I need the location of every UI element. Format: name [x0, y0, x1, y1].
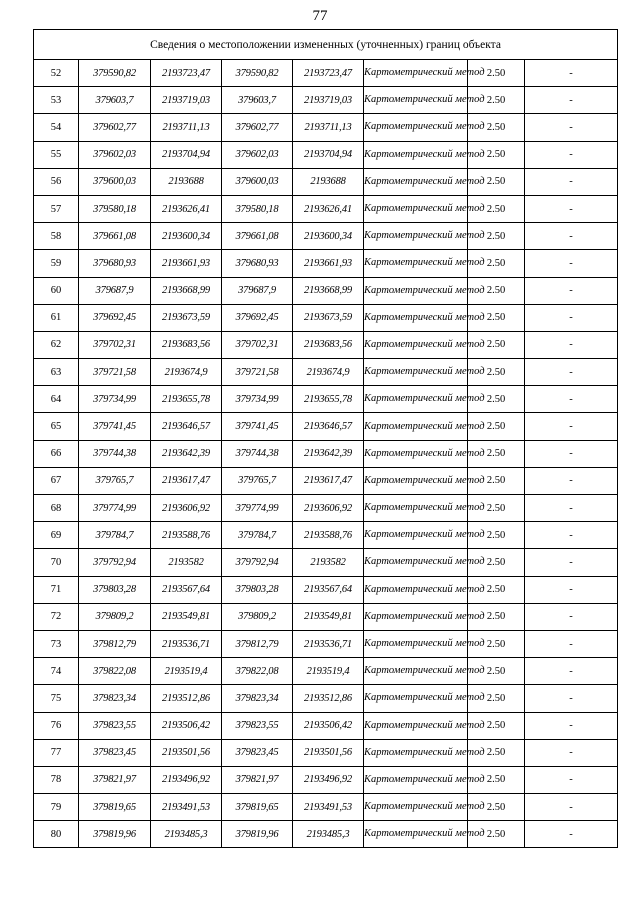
- table-row: [34, 195, 618, 222]
- x-existing-cell: 379602,03: [79, 141, 151, 168]
- x-refined-cell: 379590,82: [222, 60, 293, 87]
- y-existing-cell: 2193668,99: [151, 277, 222, 304]
- x-existing-cell: 379819,96: [79, 821, 151, 848]
- point-number-cell: 66: [34, 440, 79, 467]
- x-existing-cell: 379809,2: [79, 603, 151, 630]
- x-refined-cell: 379602,03: [222, 141, 293, 168]
- y-existing-cell: 2193626,41: [151, 195, 222, 222]
- y-refined-cell: 2193626,41: [293, 195, 364, 222]
- precision-cell: 2.50: [468, 386, 525, 413]
- x-refined-cell: 379734,99: [222, 386, 293, 413]
- precision-cell: 2.50: [468, 630, 525, 657]
- y-refined-cell: 2193549,81: [293, 603, 364, 630]
- precision-cell: 2.50: [468, 331, 525, 358]
- table-row: [34, 467, 618, 494]
- precision-cell: 2.50: [468, 304, 525, 331]
- table-title: Сведения о местоположении измененных (уточненных) границ объекта: [34, 30, 618, 60]
- y-refined-cell: 2193600,34: [293, 223, 364, 250]
- table-row: [34, 440, 618, 467]
- description-cell: -: [525, 794, 618, 821]
- y-existing-cell: 2193582: [151, 549, 222, 576]
- description-cell: -: [525, 522, 618, 549]
- table-row: [34, 658, 618, 685]
- table-title-row: [34, 30, 618, 60]
- x-existing-cell: 379792,94: [79, 549, 151, 576]
- x-existing-cell: 379784,7: [79, 522, 151, 549]
- method-cell: Картометрический метод: [364, 630, 468, 657]
- point-number-cell: 77: [34, 739, 79, 766]
- x-existing-cell: 379823,55: [79, 712, 151, 739]
- precision-cell: 2.50: [468, 576, 525, 603]
- description-cell: -: [525, 658, 618, 685]
- y-existing-cell: 2193688: [151, 168, 222, 195]
- point-number-cell: 65: [34, 413, 79, 440]
- y-refined-cell: 2193588,76: [293, 522, 364, 549]
- table-row: [34, 386, 618, 413]
- y-refined-cell: 2193655,78: [293, 386, 364, 413]
- x-existing-cell: 379602,77: [79, 114, 151, 141]
- x-existing-cell: 379774,99: [79, 495, 151, 522]
- x-existing-cell: 379687,9: [79, 277, 151, 304]
- description-cell: -: [525, 168, 618, 195]
- table-row: [34, 821, 618, 848]
- x-refined-cell: 379823,45: [222, 739, 293, 766]
- table-row: [34, 576, 618, 603]
- point-number-cell: 56: [34, 168, 79, 195]
- x-refined-cell: 379702,31: [222, 331, 293, 358]
- point-number-cell: 52: [34, 60, 79, 87]
- x-refined-cell: 379809,2: [222, 603, 293, 630]
- description-cell: -: [525, 359, 618, 386]
- method-cell: Картометрический метод: [364, 712, 468, 739]
- y-refined-cell: 2193582: [293, 549, 364, 576]
- precision-cell: 2.50: [468, 87, 525, 114]
- x-existing-cell: 379822,08: [79, 658, 151, 685]
- table-row: [34, 250, 618, 277]
- y-existing-cell: 2193485,3: [151, 821, 222, 848]
- x-refined-cell: 379819,96: [222, 821, 293, 848]
- point-number-cell: 61: [34, 304, 79, 331]
- precision-cell: 2.50: [468, 685, 525, 712]
- precision-cell: 2.50: [468, 712, 525, 739]
- y-existing-cell: 2193683,56: [151, 331, 222, 358]
- y-refined-cell: 2193683,56: [293, 331, 364, 358]
- x-existing-cell: 379692,45: [79, 304, 151, 331]
- y-existing-cell: 2193617,47: [151, 467, 222, 494]
- description-cell: -: [525, 739, 618, 766]
- y-refined-cell: 2193642,39: [293, 440, 364, 467]
- x-existing-cell: 379680,93: [79, 250, 151, 277]
- y-existing-cell: 2193673,59: [151, 304, 222, 331]
- point-number-cell: 53: [34, 87, 79, 114]
- method-cell: Картометрический метод: [364, 331, 468, 358]
- y-refined-cell: 2193536,71: [293, 630, 364, 657]
- precision-cell: 2.50: [468, 168, 525, 195]
- table-row: [34, 603, 618, 630]
- y-refined-cell: 2193723,47: [293, 60, 364, 87]
- precision-cell: 2.50: [468, 467, 525, 494]
- table-row: [34, 766, 618, 793]
- point-number-cell: 69: [34, 522, 79, 549]
- y-existing-cell: 2193588,76: [151, 522, 222, 549]
- description-cell: -: [525, 60, 618, 87]
- table-row: [34, 277, 618, 304]
- description-cell: -: [525, 576, 618, 603]
- x-existing-cell: 379765,7: [79, 467, 151, 494]
- description-cell: -: [525, 685, 618, 712]
- description-cell: -: [525, 821, 618, 848]
- y-refined-cell: 2193617,47: [293, 467, 364, 494]
- description-cell: -: [525, 467, 618, 494]
- y-existing-cell: 2193491,53: [151, 794, 222, 821]
- point-number-cell: 72: [34, 603, 79, 630]
- method-cell: Картометрический метод: [364, 277, 468, 304]
- x-refined-cell: 379792,94: [222, 549, 293, 576]
- y-refined-cell: 2193567,64: [293, 576, 364, 603]
- x-existing-cell: 379812,79: [79, 630, 151, 657]
- description-cell: -: [525, 250, 618, 277]
- point-number-cell: 62: [34, 331, 79, 358]
- x-refined-cell: 379603,7: [222, 87, 293, 114]
- table-row: [34, 794, 618, 821]
- method-cell: Картометрический метод: [364, 522, 468, 549]
- description-cell: -: [525, 141, 618, 168]
- table-row: [34, 495, 618, 522]
- y-refined-cell: 2193512,86: [293, 685, 364, 712]
- table-row: [34, 87, 618, 114]
- description-cell: -: [525, 413, 618, 440]
- point-number-cell: 64: [34, 386, 79, 413]
- precision-cell: 2.50: [468, 794, 525, 821]
- description-cell: -: [525, 114, 618, 141]
- x-existing-cell: 379744,38: [79, 440, 151, 467]
- y-existing-cell: 2193536,71: [151, 630, 222, 657]
- precision-cell: 2.50: [468, 277, 525, 304]
- boundary-coordinates-table: [33, 29, 618, 848]
- description-cell: -: [525, 331, 618, 358]
- x-existing-cell: 379580,18: [79, 195, 151, 222]
- x-existing-cell: 379600,03: [79, 168, 151, 195]
- method-cell: Картометрический метод: [364, 603, 468, 630]
- x-refined-cell: 379721,58: [222, 359, 293, 386]
- y-existing-cell: 2193600,34: [151, 223, 222, 250]
- table-row: [34, 60, 618, 87]
- description-cell: -: [525, 630, 618, 657]
- description-cell: -: [525, 87, 618, 114]
- method-cell: Картометрический метод: [364, 794, 468, 821]
- precision-cell: 2.50: [468, 766, 525, 793]
- point-number-cell: 68: [34, 495, 79, 522]
- precision-cell: 2.50: [468, 60, 525, 87]
- y-refined-cell: 2193501,56: [293, 739, 364, 766]
- method-cell: Картометрический метод: [364, 576, 468, 603]
- table-row: [34, 359, 618, 386]
- x-refined-cell: 379741,45: [222, 413, 293, 440]
- precision-cell: 2.50: [468, 658, 525, 685]
- method-cell: Картометрический метод: [364, 304, 468, 331]
- y-refined-cell: 2193673,59: [293, 304, 364, 331]
- point-number-cell: 67: [34, 467, 79, 494]
- page-number: 77: [312, 8, 328, 24]
- method-cell: Картометрический метод: [364, 87, 468, 114]
- description-cell: -: [525, 440, 618, 467]
- description-cell: -: [525, 603, 618, 630]
- method-cell: Картометрический метод: [364, 658, 468, 685]
- x-existing-cell: 379721,58: [79, 359, 151, 386]
- description-cell: -: [525, 304, 618, 331]
- table-row: [34, 630, 618, 657]
- y-existing-cell: 2193704,94: [151, 141, 222, 168]
- method-cell: Картометрический метод: [364, 685, 468, 712]
- y-existing-cell: 2193646,57: [151, 413, 222, 440]
- description-cell: -: [525, 766, 618, 793]
- y-existing-cell: 2193655,78: [151, 386, 222, 413]
- table-row: [34, 141, 618, 168]
- point-number-cell: 59: [34, 250, 79, 277]
- precision-cell: 2.50: [468, 250, 525, 277]
- point-number-cell: 55: [34, 141, 79, 168]
- precision-cell: 2.50: [468, 195, 525, 222]
- y-existing-cell: 2193674,9: [151, 359, 222, 386]
- y-refined-cell: 2193646,57: [293, 413, 364, 440]
- x-refined-cell: 379687,9: [222, 277, 293, 304]
- x-existing-cell: 379823,45: [79, 739, 151, 766]
- table-row: [34, 223, 618, 250]
- x-existing-cell: 379819,65: [79, 794, 151, 821]
- point-number-cell: 63: [34, 359, 79, 386]
- x-existing-cell: 379661,08: [79, 223, 151, 250]
- y-existing-cell: 2193606,92: [151, 495, 222, 522]
- y-existing-cell: 2193661,93: [151, 250, 222, 277]
- method-cell: Картометрический метод: [364, 821, 468, 848]
- method-cell: Картометрический метод: [364, 766, 468, 793]
- y-refined-cell: 2193506,42: [293, 712, 364, 739]
- x-refined-cell: 379821,97: [222, 766, 293, 793]
- precision-cell: 2.50: [468, 549, 525, 576]
- y-existing-cell: 2193567,64: [151, 576, 222, 603]
- table-row: [34, 413, 618, 440]
- method-cell: Картометрический метод: [364, 168, 468, 195]
- point-number-cell: 57: [34, 195, 79, 222]
- precision-cell: 2.50: [468, 413, 525, 440]
- table-row: [34, 685, 618, 712]
- precision-cell: 2.50: [468, 223, 525, 250]
- x-existing-cell: 379823,34: [79, 685, 151, 712]
- precision-cell: 2.50: [468, 522, 525, 549]
- method-cell: Картометрический метод: [364, 495, 468, 522]
- y-refined-cell: 2193711,13: [293, 114, 364, 141]
- x-refined-cell: 379692,45: [222, 304, 293, 331]
- method-cell: Картометрический метод: [364, 250, 468, 277]
- y-existing-cell: 2193642,39: [151, 440, 222, 467]
- x-refined-cell: 379774,99: [222, 495, 293, 522]
- method-cell: Картометрический метод: [364, 413, 468, 440]
- x-existing-cell: 379821,97: [79, 766, 151, 793]
- method-cell: Картометрический метод: [364, 739, 468, 766]
- y-existing-cell: 2193496,92: [151, 766, 222, 793]
- y-refined-cell: 2193519,4: [293, 658, 364, 685]
- description-cell: -: [525, 386, 618, 413]
- x-refined-cell: 379580,18: [222, 195, 293, 222]
- point-number-cell: 79: [34, 794, 79, 821]
- method-cell: Картометрический метод: [364, 60, 468, 87]
- table-row: [34, 331, 618, 358]
- y-existing-cell: 2193512,86: [151, 685, 222, 712]
- table-row: [34, 168, 618, 195]
- x-refined-cell: 379600,03: [222, 168, 293, 195]
- y-refined-cell: 2193606,92: [293, 495, 364, 522]
- method-cell: Картометрический метод: [364, 440, 468, 467]
- x-refined-cell: 379765,7: [222, 467, 293, 494]
- table-row: [34, 522, 618, 549]
- x-existing-cell: 379590,82: [79, 60, 151, 87]
- precision-cell: 2.50: [468, 359, 525, 386]
- table-row: [34, 114, 618, 141]
- point-number-cell: 71: [34, 576, 79, 603]
- y-existing-cell: 2193719,03: [151, 87, 222, 114]
- x-refined-cell: 379823,55: [222, 712, 293, 739]
- x-refined-cell: 379822,08: [222, 658, 293, 685]
- method-cell: Картометрический метод: [364, 549, 468, 576]
- x-refined-cell: 379784,7: [222, 522, 293, 549]
- x-refined-cell: 379680,93: [222, 250, 293, 277]
- y-existing-cell: 2193711,13: [151, 114, 222, 141]
- table-row: [34, 739, 618, 766]
- precision-cell: 2.50: [468, 821, 525, 848]
- y-refined-cell: 2193674,9: [293, 359, 364, 386]
- y-refined-cell: 2193688: [293, 168, 364, 195]
- y-existing-cell: 2193723,47: [151, 60, 222, 87]
- precision-cell: 2.50: [468, 495, 525, 522]
- table-row: [34, 304, 618, 331]
- point-number-cell: 54: [34, 114, 79, 141]
- precision-cell: 2.50: [468, 114, 525, 141]
- method-cell: Картометрический метод: [364, 141, 468, 168]
- x-refined-cell: 379803,28: [222, 576, 293, 603]
- x-refined-cell: 379819,65: [222, 794, 293, 821]
- precision-cell: 2.50: [468, 603, 525, 630]
- table-row: [34, 712, 618, 739]
- y-existing-cell: 2193549,81: [151, 603, 222, 630]
- y-refined-cell: 2193485,3: [293, 821, 364, 848]
- description-cell: -: [525, 712, 618, 739]
- x-existing-cell: 379741,45: [79, 413, 151, 440]
- method-cell: Картометрический метод: [364, 195, 468, 222]
- y-refined-cell: 2193496,92: [293, 766, 364, 793]
- table-row: [34, 549, 618, 576]
- y-existing-cell: 2193501,56: [151, 739, 222, 766]
- y-refined-cell: 2193661,93: [293, 250, 364, 277]
- description-cell: -: [525, 549, 618, 576]
- method-cell: Картометрический метод: [364, 386, 468, 413]
- x-refined-cell: 379744,38: [222, 440, 293, 467]
- x-refined-cell: 379823,34: [222, 685, 293, 712]
- method-cell: Картометрический метод: [364, 359, 468, 386]
- x-existing-cell: 379803,28: [79, 576, 151, 603]
- description-cell: -: [525, 277, 618, 304]
- point-number-cell: 78: [34, 766, 79, 793]
- y-refined-cell: 2193668,99: [293, 277, 364, 304]
- method-cell: Картометрический метод: [364, 114, 468, 141]
- x-existing-cell: 379702,31: [79, 331, 151, 358]
- point-number-cell: 58: [34, 223, 79, 250]
- y-existing-cell: 2193506,42: [151, 712, 222, 739]
- x-existing-cell: 379734,99: [79, 386, 151, 413]
- y-refined-cell: 2193491,53: [293, 794, 364, 821]
- point-number-cell: 74: [34, 658, 79, 685]
- y-existing-cell: 2193519,4: [151, 658, 222, 685]
- point-number-cell: 70: [34, 549, 79, 576]
- method-cell: Картометрический метод: [364, 467, 468, 494]
- x-refined-cell: 379812,79: [222, 630, 293, 657]
- point-number-cell: 60: [34, 277, 79, 304]
- point-number-cell: 76: [34, 712, 79, 739]
- precision-cell: 2.50: [468, 141, 525, 168]
- point-number-cell: 80: [34, 821, 79, 848]
- x-refined-cell: 379661,08: [222, 223, 293, 250]
- x-refined-cell: 379602,77: [222, 114, 293, 141]
- precision-cell: 2.50: [468, 739, 525, 766]
- method-cell: Картометрический метод: [364, 223, 468, 250]
- description-cell: -: [525, 495, 618, 522]
- point-number-cell: 75: [34, 685, 79, 712]
- y-refined-cell: 2193704,94: [293, 141, 364, 168]
- description-cell: -: [525, 223, 618, 250]
- description-cell: -: [525, 195, 618, 222]
- y-refined-cell: 2193719,03: [293, 87, 364, 114]
- x-existing-cell: 379603,7: [79, 87, 151, 114]
- precision-cell: 2.50: [468, 440, 525, 467]
- point-number-cell: 73: [34, 630, 79, 657]
